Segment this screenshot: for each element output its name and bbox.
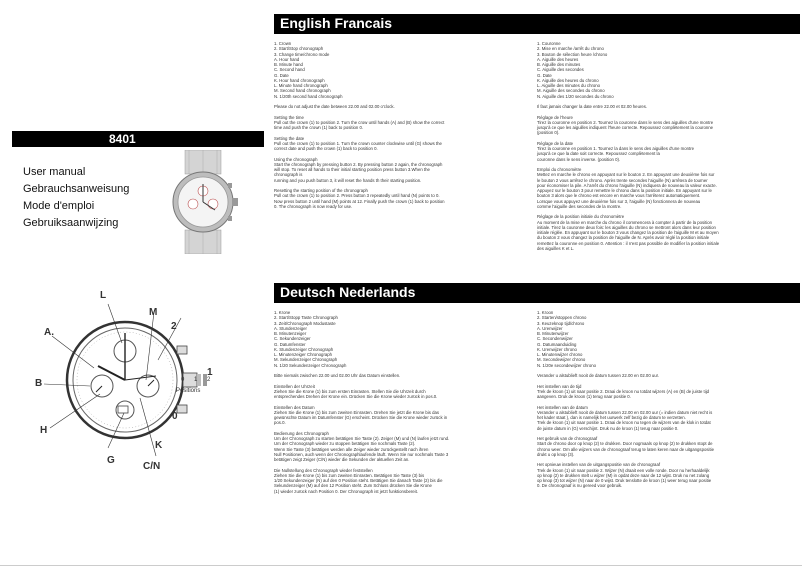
- diagram-label-m: M: [149, 307, 158, 318]
- watch-diagram: [38, 288, 243, 478]
- section: Het gebruik van de chronograaf Start de chrono door op knop (2) te drukken. Door nogmaals op knop (2) te drukken stopt de chrono weer. Om alle wijzers van de chronograaf terug te laten keren naar de uitgangspositie drukt u op knop (3).: [537, 436, 714, 457]
- manual-title-fr: Mode d'emploi: [23, 200, 95, 212]
- section: Setting the date Pull out the crown (1) to position 1. Turn the crown counter clockwise until (G) shows the correct date and push the crown (1) back to position 0.: [274, 135, 442, 151]
- column-deutsch: [274, 310, 530, 499]
- model-number: 8401: [109, 132, 136, 146]
- manual-title-nl: Gebruiksaanwijzing: [23, 217, 119, 229]
- bottom-rule: [0, 565, 802, 566]
- section: Het opnieuw instellen van de uitgangspositie van de chronograaf Trek de kroon (1) uit naar positie 2. Wijzer (N) draait een volle ronde. Door nu herhaaldelijk op knop (2) te drukken stelt u wijzer (M) in opdat deze naar de 12 wijst. Druk nu net zolang op knop (3) tot wijzer (N) naar de 0 wijst. Druk tenslotte de kroon (1) weer terug naar positie 0. De chronograaf is nu gereed voor gebruik.: [537, 462, 712, 489]
- manual-title-en: User manual: [23, 166, 86, 178]
- diagram-label-a: A.: [44, 327, 54, 338]
- section: Using the chronograph Start the chronograph by pressing button 2. By pressing button 2 again, the chronograph will stop. To reset all hands to their initial starting position press button 3.When the chronograph is running and you push button 3, it will reset the hands th their starting position.: [274, 156, 443, 183]
- banner-title: English Francais: [280, 15, 393, 31]
- diagram-label-g: G: [107, 455, 115, 466]
- parts-list: 1. Krone 2. Start/Stopp Taste Chronograph 3. Zeit/Chronograph Modustaste A. Stundenzeiger B. Minutenzeiger C. Sekundenzeiger G. Datumfenster K. Stundenzeiger Chronograph L. Minutenzeiger Chronograph M. Sekundenzeiger Chronograph N. 1/20 Sekundenzeiger Chronograph: [274, 310, 347, 368]
- section: Emploi du chronomètre Mettez en marche le chrono en appuyant sur le bouton 2. En appuyant une deuxième fois sur le bouton 2 vous arrêtez le chrono. Après trente secondes l'aiguille (N) arrêtera de tourner pour économiser la pile. A l'arrêt du chrono l'aiguille (N) indiquera de nouveau la valeur exacte. Appuyez sur le bouton 3 pour remettre le chrono dans la position initiale. En appuyant sur le bouton 3 alors que le chrono est encore en marche vous l'arrêterez automatiquement. Lorsque vous appuyez une deuxième fois sur 3, l'aiguille (N) fonctionnera de nouveau comme l'aiguille des secondes de la montre.: [537, 167, 717, 209]
- date-note: Bitte niemals zwischen 22.00 und 02.00 Uhr das Datum einstellen.: [274, 373, 401, 378]
- section: Einstellen der Uhrzeit Ziehen Sie die Krone (1) bis zum ersten Einrasten. Stellen Sie die Uhrzeit durch entsprechendes Drehen der Krone ein. Drücken Sie die Krone wieder zurück in pos.0.: [274, 383, 438, 399]
- positions-label: Positions: [176, 388, 201, 394]
- date-note: Please do not adjust the date between 22.00 and 02.00 o'clock.: [274, 104, 395, 109]
- diagram-label-2: 2: [171, 321, 177, 332]
- section: Réglage de la date Tirez la couronne en position 1. Tournez la dans le sens des aiguilles d'une montre jusqu'à ce que la date soit correcte. Repoussez complètement la couronne dans le sens inverse. (position 0).: [537, 140, 695, 162]
- banner-title: Deutsch Nederlands: [280, 284, 416, 300]
- manual-titles: [23, 164, 129, 232]
- section: Die Nullstellung des Chronograph wieder feststellen Ziehen Sie die Krone (1) bis zum zweiten Einrasten. Betätigen Sie Taste (3) bis 1/20 Sekundenzeiger (N) auf den 0 Position steht. Betätigen Sie danach Taste (2) bis die Sekundenzeiger (M) auf den 12 Position steht. Zum Schluss drücken Sie die Krone (1) wieder zurück nach Position 0. Der Chronograph ist jetzt funktionsbereit.: [274, 467, 443, 494]
- parts-list: 1. Couronne 2. Mise en marche /arrêt du chrono 3. Bouton de sélection heure /chrono A. Aiguille des heures B. Aiguille des minutes C. Aiguille des secondes G. Date K. Aiguille des heures du chrono L. Aiguille des minutes du chrono M. Aiguille des secondes du chrono N. Aiguille des 1/20 secondes du chrono: [537, 41, 614, 99]
- column-english: [274, 41, 524, 214]
- diagram-label-h: H: [40, 425, 48, 436]
- positions-digits: 0 1 2: [181, 377, 215, 383]
- section: Einstellen des Datum Ziehen Sie die Krone (1) bis zum zweiten Einrasten. Drehen Sie jetzt die Krone bis das gewünschte Datum im Datumfenster (G) erscheint. Drücken Sie die Krone wieder zurück in pos.0.: [274, 404, 448, 426]
- section: Het instellen van de tijd Trek de kroon (1) uit naar positie 2. Draai de kroon nu totdat wijzers (A) en (B) de juiste tijd aangeven. Druk de kroon (1) terug naar positie 0.: [537, 383, 710, 399]
- diagram-label-k: K: [155, 440, 163, 451]
- section: Bedienung des Chronograph Um der Chronograph zu starten betätigen Sie Taste (2). Zeiger (M) und (N) laufen jetzt rund. Um der Chronograph wieder zu stoppen betätigen Sie nochmals Taste (2). Wenn Sie Taste (3) betätigen werden alle Zeiger wieder zurückgestellt nach ihren Null Positionen, auch wenn der Chronographlaufende läuft. Wenn Sie nur nochmals Taste 3 betätigen zeigt Zeiger (C/N) wieder die Sekunden der aktuellen Zeit an.: [274, 430, 450, 462]
- section: Réglage de l'heure Tirez la couronne en position 2. Tournez la couronne dans le sens des aiguilles d'une montre jusqu'à ce que les aiguilles indiquent l'heure correcte. Repoussez complètement la couronne (position 0).: [537, 114, 714, 136]
- parts-list: 1. Kroon 2. Starten/stoppen chrono 3. Keuzeknop tijd/chrono A. Urenwijzer B. Minutenwijzer C. Secondenwijzer G. Datumaanduiding K. Urenwijzer chrono L. Minutenwijzer chrono M. Secondewijzer chrono N. 1/20e secondewijzer chrono: [537, 310, 596, 368]
- diagram-label-1: 1: [207, 367, 213, 378]
- parts-list: 1. Crown 2. Start/Stop chronograph 3. Change time/chrono mode A. Hour hand B. Minute hand C. Second hand G. Date K. Hour hand chronograph L. Minute hand chronograph M. Second hand chronograph N. 1/20th second hand chronograph: [274, 41, 343, 99]
- banner-english-francais: [274, 14, 800, 34]
- column-nederlands: [537, 310, 799, 494]
- diagram-label-cn: C/N: [143, 461, 161, 472]
- date-note: Verander u alstublieft nooit de datum tussen 22.00 en 02.00 uur.: [537, 373, 660, 378]
- column-francais: [537, 41, 799, 256]
- watch-photo: [166, 150, 240, 254]
- diagram-label-3: 0: [172, 411, 178, 422]
- section: Het instellen van de datum Verander u alstublieft nooit de datum tussen 22.00 en 02.00 uur (= indien datum niet recht is het kader staat ), dan is namelijk het uurwerk zelf bezig de datum te verzetten. Trek de kroon (1) uit naar positie 1. Draai de kroon nu tegen de wijzers van de klok in totdat de juiste datum in (G) verschijnt. Druk nu de kroon (1) terug naar positie 0.: [537, 404, 713, 431]
- section: Resetting the starting position of the chronograph Pull out the crown (1) to position 2. Press button 3 repeatedly until hand (N) points to 0. Now press button 2 until hand (M) points at 12. Finally push the crown (1) back to position 0. The chronograph is now ready for use.: [274, 188, 445, 209]
- date-note: Il faut jamais changer la date entre 22.00 et 02.00 heures.: [537, 104, 648, 109]
- manual-title-de: Gebrauchsanweisung: [23, 183, 130, 195]
- diagram-label-b: B: [35, 378, 43, 389]
- section: Setting the time Pull out the crown (1) to position 2. Turn the crow until hands (A) and (B) show the correct time and push the crown (1) back to position 0.: [274, 114, 445, 130]
- banner-deutsch-nederlands: [274, 283, 800, 303]
- diagram-label-l: L: [100, 290, 107, 301]
- model-number-bar: [12, 131, 264, 147]
- section: Réglage de la position initiale du chronomètre Au moment de la mise en marche du chrono il commencera à compter à partir de la position initiale. Tirez la couronne deux fois: les aiguilles du chrono se mettront alors dans leur position initiale réglée. En appuyant sur le bouton 3 vous changez la position de l'aiguille M et au moyen du bouton 2 vous changez la position de l'aiguille de N. Après avoir réglé la position initiale remettez la couronne en position 0. Attention : il n'est pas possible de modifier la position initiale des aiguilles K et L.: [537, 214, 720, 251]
